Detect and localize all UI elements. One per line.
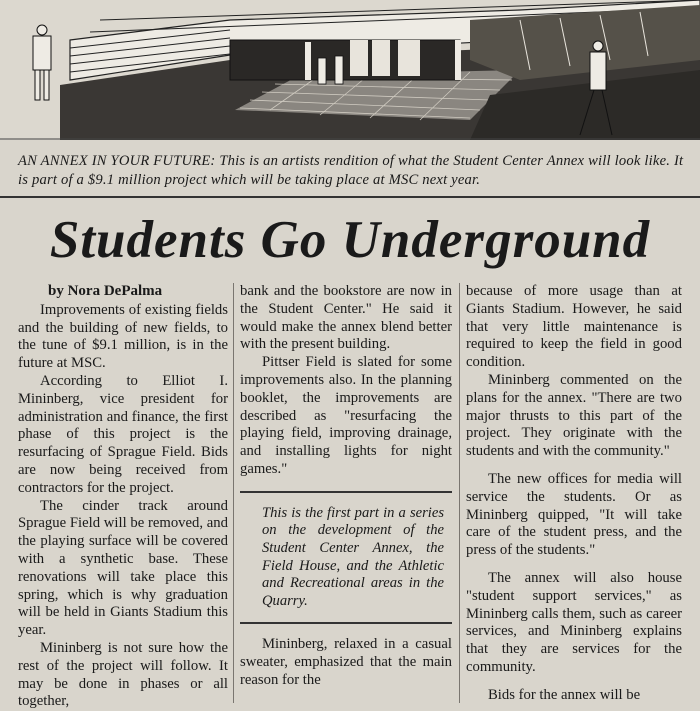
paragraph: Bids for the annex will be	[488, 686, 641, 703]
column-divider	[459, 283, 460, 703]
paragraph: Mininberg is not sure how the rest of the project will follow. It may be done in phases or all together,	[18, 639, 228, 710]
paragraph: Improvements of existing fields and the building of new fields, to the tune of $9.1 million, is in the future at MSC.	[18, 301, 228, 372]
photo-caption	[18, 152, 688, 190]
byline: by Nora DePalma	[48, 283, 163, 299]
paragraph: According to Elliot I. Mininberg, vice president for administration and finance, the first phase of this project is the resurfacing of Sprague Field. Bids are now being received from contractors for the project.	[18, 372, 228, 496]
sidebar-rule	[240, 622, 452, 624]
column-3	[466, 283, 682, 705]
annex-drawing	[0, 0, 700, 140]
annex-illustration	[0, 0, 700, 140]
paragraph: Mininberg commented on the plans for the annex. "There are two major thrusts to this part of the project. They originate with the students and with the community."	[466, 371, 682, 460]
column-2	[240, 283, 452, 690]
column-divider	[233, 283, 234, 703]
paragraph: The new offices for media will service the students. Or as Mininberg quipped, "It will take care of the student press, and the press of the students."	[466, 470, 682, 559]
caption-lead: AN ANNEX IN YOUR FUTURE:	[18, 153, 216, 169]
paragraph: The annex will also house "student support services," as Mininberg calls them, such as career services, and Mininberg explains that they are services for the community.	[466, 569, 682, 675]
caption-text: This is an artists rendition of what the Student Center Annex will look like. It is part of a $9.1 million project which will be taking place at MSC next year.	[18, 153, 684, 188]
headline: Students Go Underground	[49, 211, 651, 269]
paragraph: because of more usage than at Giants Stadium. However, he said that very little maintenance is required to keep the field in good condition.	[466, 283, 682, 371]
paragraph: Mininberg, relaxed in a casual sweater, emphasized that the main reason for the	[240, 636, 452, 688]
paragraph: Pittser Field is slated for some improvements also. In the planning booklet, the improvements are described as "resurfacing the playing field, improving drainage, and installing lights for night games."	[240, 354, 452, 477]
top-rule	[0, 196, 700, 198]
column-1	[18, 283, 228, 711]
series-note: This is the first part in a series on the development of the Student Center Annex, the Field House, and the Athletic and Recreational areas in the Quarry.	[262, 504, 444, 609]
paragraph: bank and the bookstore are now in the Student Center." He said it would make the annex blend better with the present building.	[240, 283, 452, 353]
paragraph: The cinder track around Sprague Field will be removed, and the playing surface will be covered with a synthetic base. These renovations will take place this spring, which is why graduation will be held in Giants Stadium this year.	[18, 497, 228, 639]
sidebar-rule	[240, 491, 452, 493]
